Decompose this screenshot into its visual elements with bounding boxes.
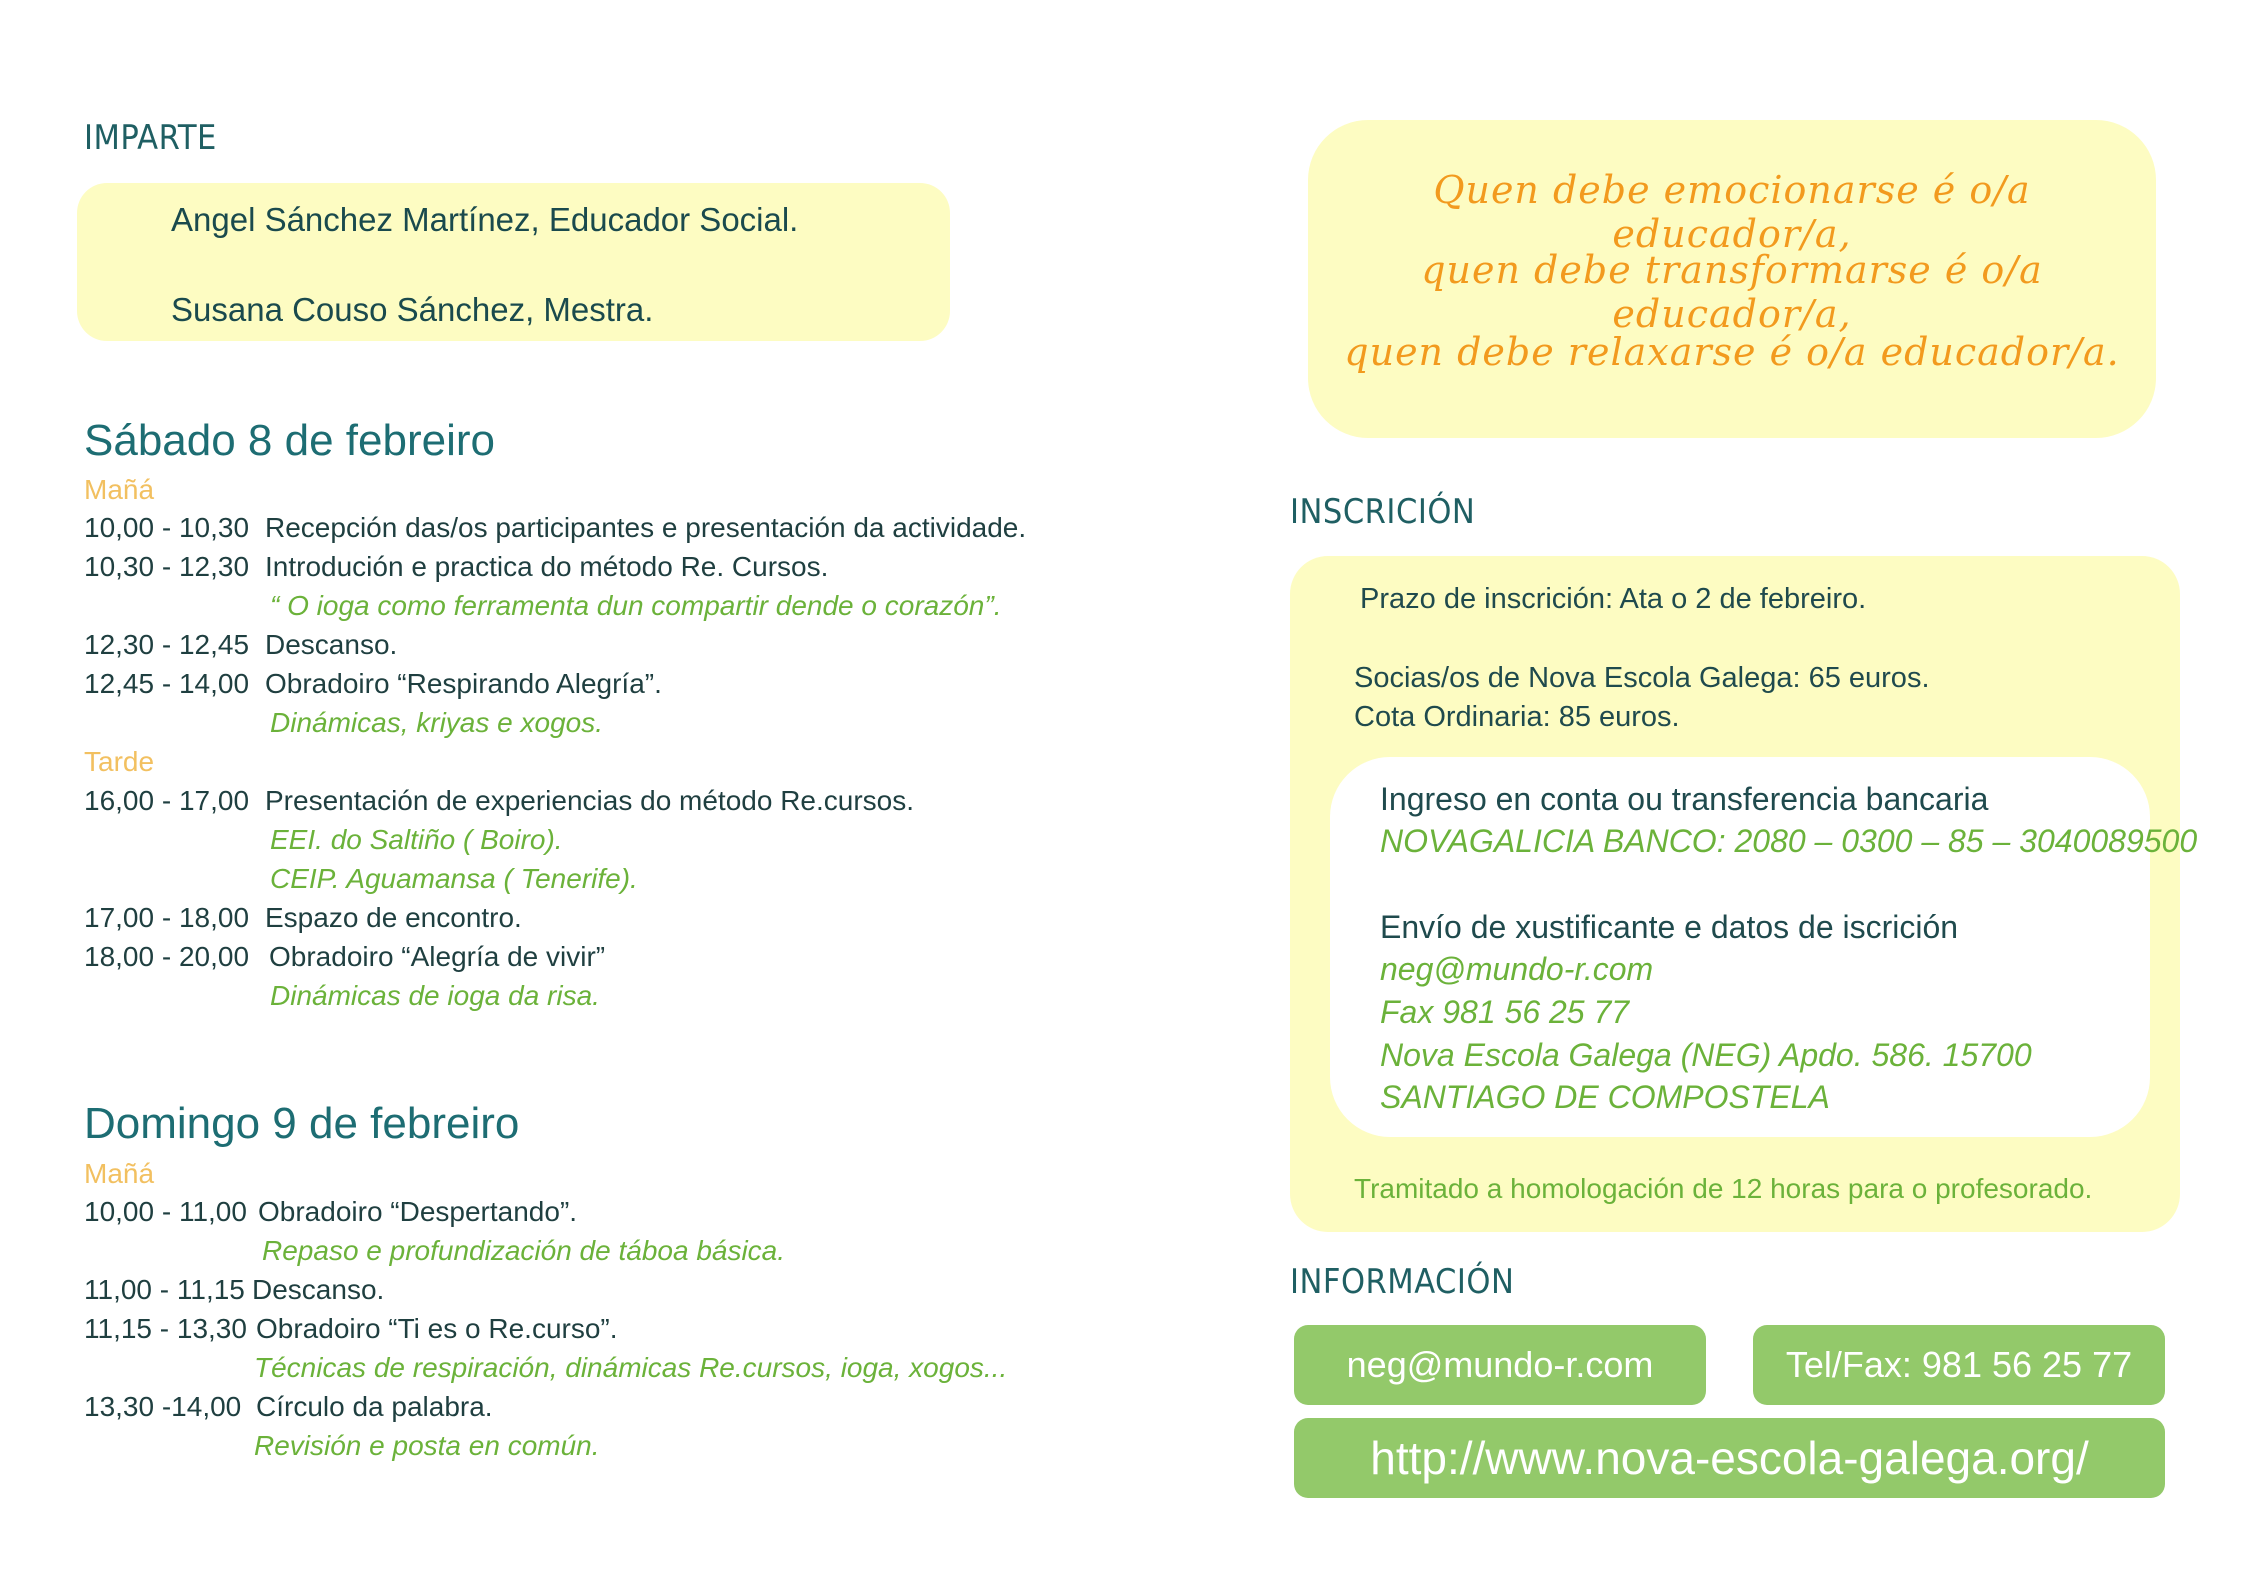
bank-account: NOVAGALICIA BANCO: 2080 – 0300 – 85 – 3040089500 <box>1380 823 2198 859</box>
quote-line-2: quen debe transformarse é o/a educador/a, <box>1421 248 2043 336</box>
address-line-1: Nova Escola Galega (NEG) Apdo. 586. 15700 <box>1380 1037 2032 1073</box>
fax-text: Fax 981 56 25 77 <box>1380 994 1630 1030</box>
imparte-heading: IMPARTE <box>84 118 217 158</box>
schedule-row: 13,30 -14,00 Círculo da palabra. <box>84 1391 493 1422</box>
schedule-sub: Dinámicas, kriyas e xogos. <box>270 707 604 738</box>
schedule-row: 18,00 - 20,00 Obradoiro “Alegría de vivir” <box>84 941 606 972</box>
schedule-sub: Repaso e profundización de táboa básica. <box>262 1235 786 1266</box>
saturday-title: Sábado 8 de febreiro <box>84 416 495 465</box>
send-label: Envío de xustificante e datos de iscrición <box>1380 909 1959 945</box>
saturday-morning-label: Mañá <box>84 474 155 505</box>
quote-line-1: Quen debe emocionarse é o/a educador/a, <box>1433 168 2031 256</box>
schedule-sub: EEI. do Saltiño ( Boiro). <box>270 824 563 855</box>
schedule-row: 10,30 - 12,30 Introdución e practica do método Re. Cursos. <box>84 551 829 582</box>
saturday-schedule <box>84 0 1184 1588</box>
teacher-1: Angel Sánchez Martínez, Educador Social. <box>171 201 799 238</box>
members-fee: Socias/os de Nova Escola Galega: 65 euros. <box>1354 662 1930 694</box>
payment-box <box>1330 757 2198 1137</box>
schedule-row: 12,30 - 12,45 Descanso. <box>84 629 398 660</box>
schedule-sub: Técnicas de respiración, dinámicas Re.cursos, ioga, xogos... <box>254 1352 1008 1383</box>
schedule-row: 10,00 - 11,00 Obradoiro “Despertando”. <box>84 1196 578 1227</box>
schedule-sub: Revisión e posta en común. <box>254 1430 600 1461</box>
informacion-heading: INFORMACIÓN <box>1290 1262 1515 1302</box>
teacher-2: Susana Couso Sánchez, Mestra. <box>171 291 654 328</box>
deadline-text: Prazo de inscrición: Ata o 2 de febreiro. <box>1360 583 1867 615</box>
schedule-sub: Dinámicas de ioga da risa. <box>270 980 600 1011</box>
schedule-row: 16,00 - 17,00 Presentación de experiencias do método Re.cursos. <box>84 785 915 816</box>
schedule-row: 11,00 - 11,15 Descanso. <box>84 1274 385 1305</box>
schedule-row: 11,15 - 13,30 Obradoiro “Ti es o Re.curso”. <box>84 1313 618 1344</box>
phone-button[interactable]: Tel/Fax: 981 56 25 77 <box>1753 1325 2165 1405</box>
quote-box <box>1308 120 2156 438</box>
inscricion-heading: INSCRICIÓN <box>1290 492 1476 532</box>
payment-label: Ingreso en conta ou transferencia bancaria <box>1380 781 1989 817</box>
schedule-row: 12,45 - 14,00 Obradoiro “Respirando Alegría”. <box>84 668 662 699</box>
email-text: neg@mundo-r.com <box>1380 951 1654 987</box>
sunday-morning-label: Mañá <box>84 1158 155 1189</box>
schedule-sub: “ O ioga como ferramenta dun compartir dende o corazón”. <box>270 590 1002 621</box>
email-button[interactable]: neg@mundo-r.com <box>1294 1325 1706 1405</box>
website-button[interactable]: http://www.nova-escola-galega.org/ <box>1294 1418 2165 1498</box>
schedule-sub: CEIP. Aguamansa ( Tenerife). <box>270 863 638 894</box>
quote-line-3: quen debe relaxarse é o/a educador/a. <box>1344 330 2120 374</box>
address-line-2: SANTIAGO DE COMPOSTELA <box>1380 1079 1830 1115</box>
sunday-title: Domingo 9 de febreiro <box>84 1099 520 1148</box>
schedule-row: 17,00 - 18,00 Espazo de encontro. <box>84 902 522 933</box>
homologation-note: Tramitado a homologación de 12 horas para o profesorado. <box>1354 1173 2093 1204</box>
schedule-row: 10,00 - 10,30 Recepción das/os participantes e presentación da actividade. <box>84 512 1027 543</box>
saturday-afternoon-label: Tarde <box>84 746 155 777</box>
ordinary-fee: Cota Ordinaria: 85 euros. <box>1354 701 1680 733</box>
